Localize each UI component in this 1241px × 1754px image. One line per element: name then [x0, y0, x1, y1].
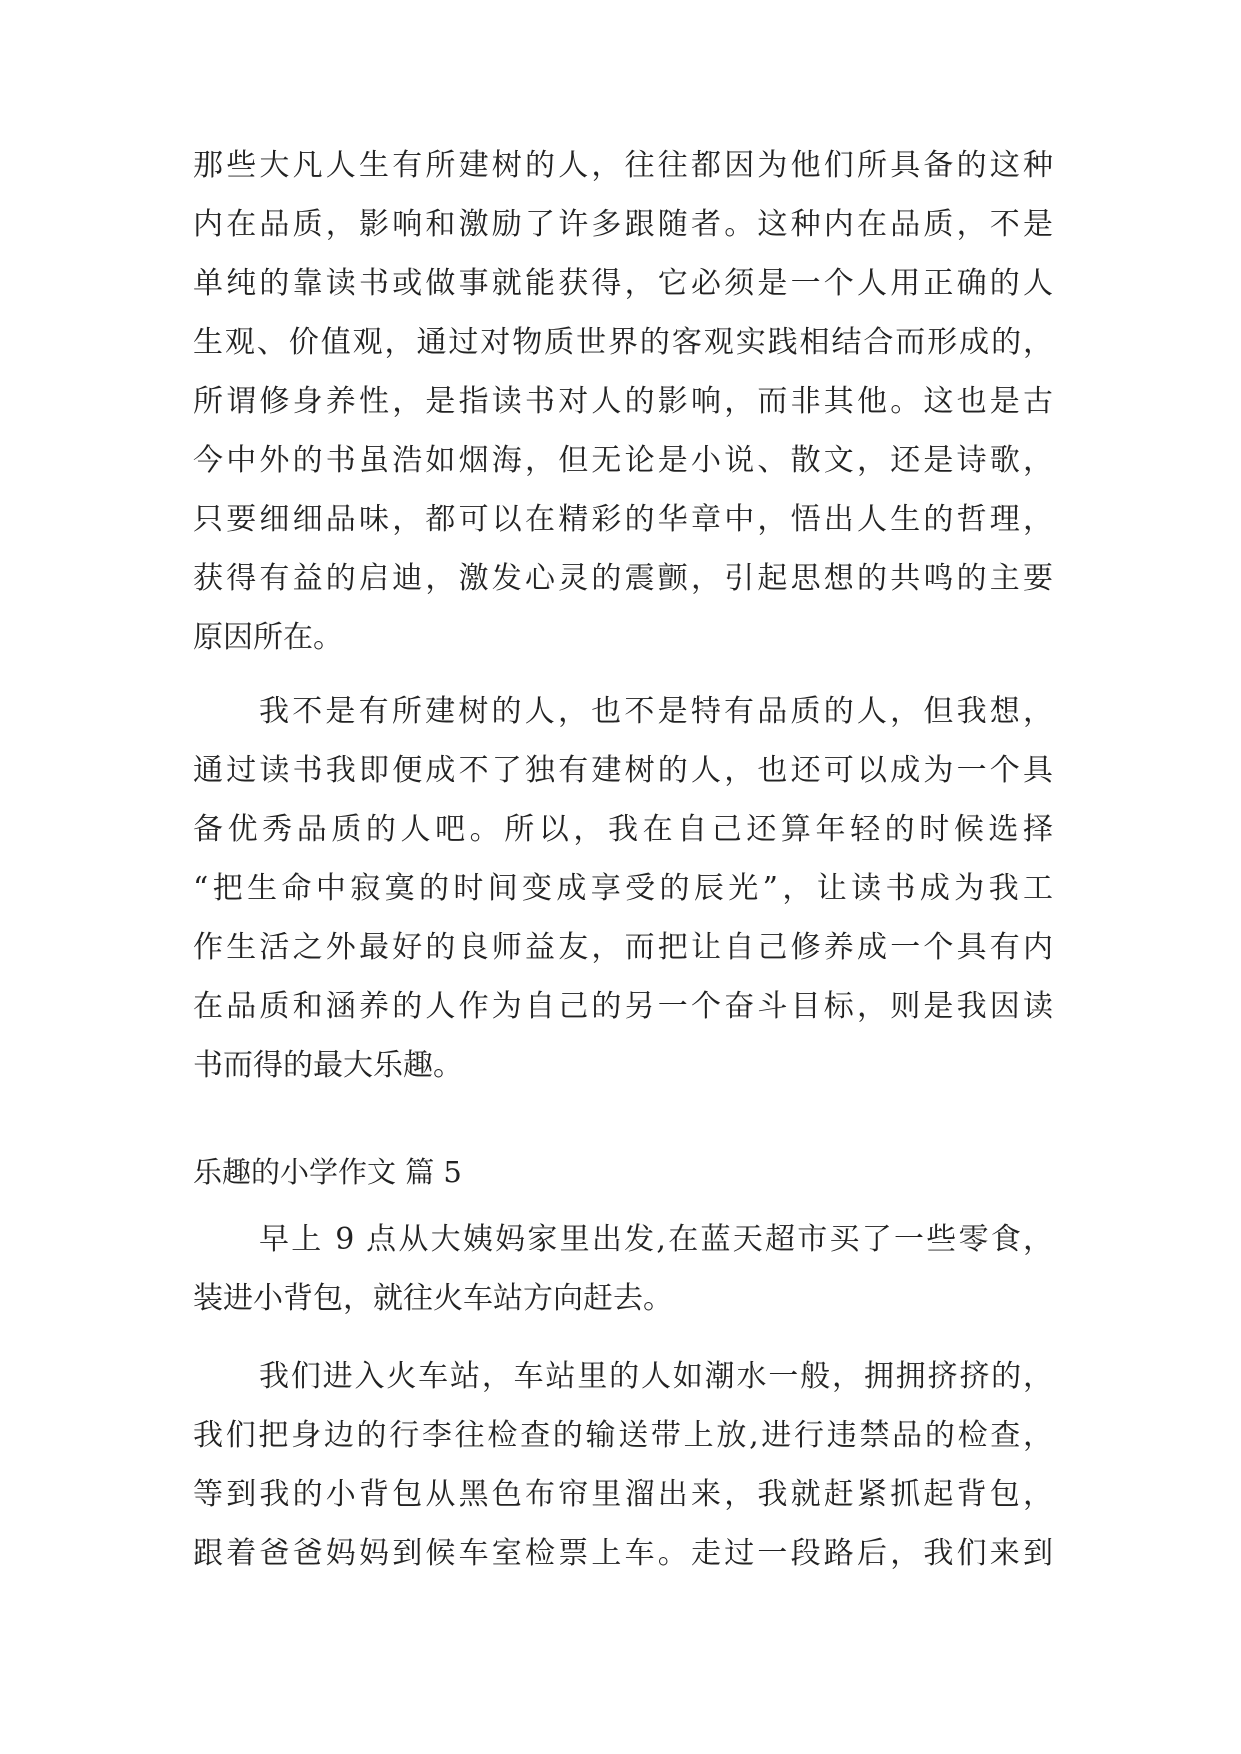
- paragraph-2-line-7: 书而得的最大乐趣。: [193, 1048, 463, 1083]
- paragraph-2-line-5: 作生活之外最好的良师益友，而把让自己修养成一个具有内: [193, 930, 1053, 965]
- paragraph-1-line-6: 今中外的书虽浩如烟海，但无论是小说、散文，还是诗歌，: [193, 443, 1053, 478]
- paragraph-1-line-8: 获得有益的启迪，激发心灵的震颤，引起思想的共鸣的主要: [193, 561, 1053, 596]
- paragraph-1-line-1: 那些大凡人生有所建树的人，往往都因为他们所具备的这种: [193, 148, 1053, 183]
- section-title: 乐趣的小学作文 篇 5: [193, 1155, 462, 1189]
- paragraph-1-line-5: 所谓修身养性，是指读书对人的影响，而非其他。这也是古: [193, 384, 1053, 419]
- paragraph-4-line-2: 我们把身边的行李往检查的输送带上放,进行违禁品的检查，: [193, 1418, 1053, 1453]
- paragraph-2-line-6: 在品质和涵养的人作为自己的另一个奋斗目标，则是我因读: [193, 989, 1053, 1024]
- paragraph-3-line-1: 早上 9 点从大姨妈家里出发,在蓝天超市买了一些零食，: [259, 1222, 1053, 1257]
- paragraph-4-line-4: 跟着爸爸妈妈到候车室检票上车。走过一段路后，我们来到: [193, 1536, 1053, 1571]
- paragraph-1-line-9: 原因所在。: [193, 620, 343, 655]
- paragraph-4-line-1: 我们进入火车站，车站里的人如潮水一般，拥拥挤挤的，: [259, 1359, 1053, 1394]
- paragraph-2-line-4: “把生命中寂寞的时间变成享受的辰光”，让读书成为我工: [193, 871, 1053, 906]
- paragraph-2-line-3: 备优秀品质的人吧。所以，我在自己还算年轻的时候选择: [193, 812, 1053, 847]
- paragraph-1-line-3: 单纯的靠读书或做事就能获得，它必须是一个人用正确的人: [193, 266, 1053, 301]
- paragraph-4-line-3: 等到我的小背包从黑色布帘里溜出来，我就赶紧抓起背包，: [193, 1477, 1053, 1512]
- paragraph-2-line-1: 我不是有所建树的人，也不是特有品质的人，但我想，: [259, 694, 1053, 729]
- paragraph-2-line-2: 通过读书我即便成不了独有建树的人，也还可以成为一个具: [193, 753, 1053, 788]
- paragraph-1-line-2: 内在品质，影响和激励了许多跟随者。这种内在品质，不是: [193, 207, 1053, 242]
- paragraph-3-line-2: 装进小背包，就往火车站方向赶去。: [193, 1281, 673, 1316]
- paragraph-1-line-4: 生观、价值观，通过对物质世界的客观实践相结合而形成的，: [193, 325, 1053, 360]
- paragraph-1-line-7: 只要细细品味，都可以在精彩的华章中，悟出人生的哲理，: [193, 502, 1053, 537]
